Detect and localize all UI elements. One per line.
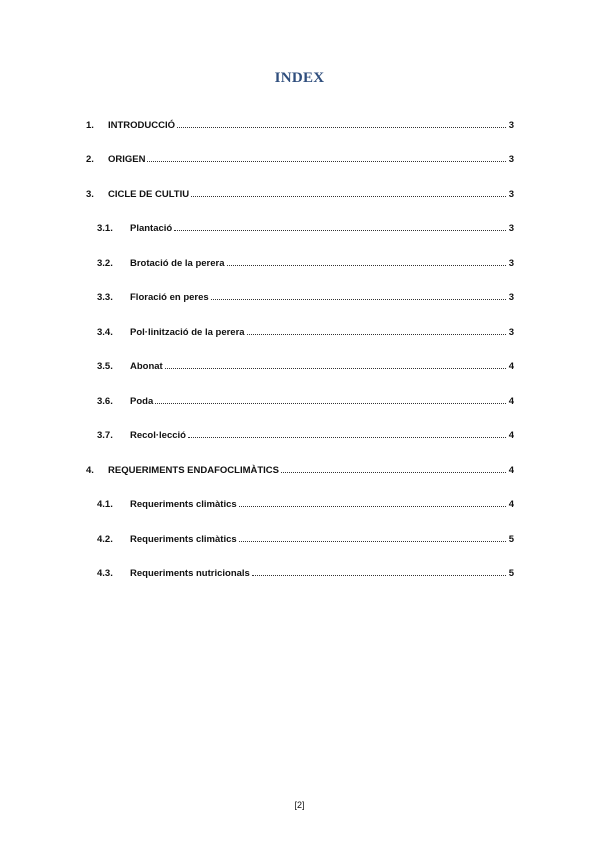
- toc-number: 4.1.: [97, 499, 113, 510]
- toc-page: 4: [508, 465, 514, 476]
- toc-entry-3-1[interactable]: [0, 221, 599, 237]
- page-number: [2]: [294, 800, 305, 810]
- toc-entry-3-2[interactable]: [0, 256, 599, 272]
- toc-number: 3.1.: [97, 223, 113, 234]
- toc-leader: [174, 230, 505, 231]
- toc-entry-3-3[interactable]: [0, 290, 599, 306]
- toc-leader: [281, 472, 506, 473]
- toc-number: 4.: [86, 465, 94, 476]
- toc-number: 3.3.: [97, 292, 113, 303]
- toc-label: Pol·linització de la perera: [130, 327, 245, 338]
- toc-entry-3[interactable]: [0, 187, 599, 203]
- toc-entry-3-5[interactable]: [0, 359, 599, 375]
- toc-number: 3.2.: [97, 258, 113, 269]
- toc-entry-4-3[interactable]: [0, 566, 599, 582]
- toc-label: Brotació de la perera: [130, 258, 225, 269]
- toc-page: 3: [508, 120, 514, 131]
- toc-leader: [247, 334, 506, 335]
- toc-page: 3: [508, 154, 514, 165]
- toc-entry-3-6[interactable]: [0, 394, 599, 410]
- toc-number: 4.2.: [97, 534, 113, 545]
- toc-number: 3.7.: [97, 430, 113, 441]
- toc-page: 5: [508, 534, 514, 545]
- toc-page: 3: [508, 327, 514, 338]
- document-title: INDEX: [274, 70, 325, 86]
- toc-leader: [211, 299, 506, 300]
- toc-label: ORIGEN: [108, 154, 146, 165]
- toc-entry-4[interactable]: [0, 463, 599, 479]
- toc-entry-4-1[interactable]: [0, 497, 599, 513]
- toc-leader: [188, 437, 506, 438]
- toc-page: 5: [508, 568, 514, 579]
- toc-entry-3-7[interactable]: [0, 428, 599, 444]
- toc-number: 4.3.: [97, 568, 113, 579]
- toc-page: 3: [508, 258, 514, 269]
- toc-page: 3: [508, 223, 514, 234]
- toc-page: 4: [508, 396, 514, 407]
- toc-leader: [239, 541, 506, 542]
- toc-label: CICLE DE CULTIU: [108, 189, 190, 200]
- toc-label: Poda: [130, 396, 154, 407]
- toc-number: 1.: [86, 120, 94, 131]
- toc-entry-1[interactable]: [0, 118, 599, 134]
- toc-page: 3: [508, 292, 514, 303]
- toc-page: 4: [508, 430, 514, 441]
- toc-label: Requeriments climàtics: [130, 534, 237, 545]
- toc-leader: [165, 368, 506, 369]
- toc-label: Requeriments nutricionals: [130, 568, 250, 579]
- toc-label: REQUERIMENTS ENDAFOCLIMÀTICS: [108, 465, 279, 476]
- toc-leader: [227, 265, 506, 266]
- toc-number: 3.: [86, 189, 94, 200]
- toc-page: 4: [508, 499, 514, 510]
- toc-leader: [191, 196, 506, 197]
- toc-leader: [155, 403, 505, 404]
- toc-label: Plantació: [130, 223, 173, 234]
- toc-number: 2.: [86, 154, 94, 165]
- toc-label: INTRODUCCIÓ: [108, 120, 176, 131]
- toc-entry-3-4[interactable]: [0, 325, 599, 341]
- toc-label: Recol·lecció: [130, 430, 186, 441]
- toc-number: 3.6.: [97, 396, 113, 407]
- toc-label: Floració en peres: [130, 292, 209, 303]
- toc-page: 3: [508, 189, 514, 200]
- toc-entry-4-2[interactable]: [0, 532, 599, 548]
- toc-page: 4: [508, 361, 514, 372]
- toc-leader: [239, 506, 506, 507]
- toc-leader: [177, 127, 506, 128]
- toc-label: Abonat: [130, 361, 163, 372]
- toc-number: 3.5.: [97, 361, 113, 372]
- toc-leader: [252, 575, 506, 576]
- toc-leader: [147, 161, 505, 162]
- toc-number: 3.4.: [97, 327, 113, 338]
- toc-label: Requeriments climàtics: [130, 499, 237, 510]
- toc-entry-2[interactable]: [0, 152, 599, 168]
